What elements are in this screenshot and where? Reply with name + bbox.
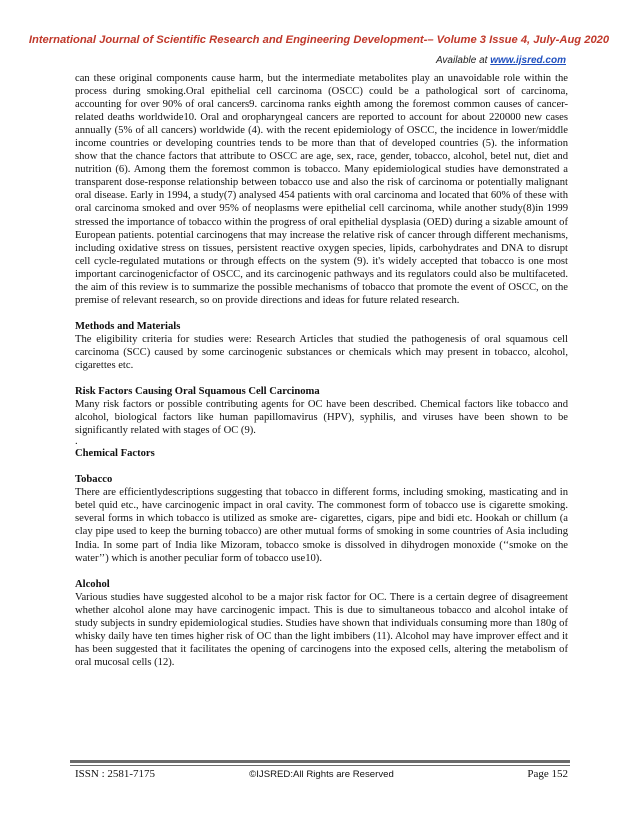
chemical-factors-heading: Chemical Factors: [75, 448, 155, 460]
alcohol-heading: Alcohol: [75, 578, 110, 590]
footer-rule-thin: [70, 765, 570, 766]
availability-line: [436, 55, 566, 66]
journal-website-link[interactable]: www.ijsred.com: [490, 55, 566, 66]
methods-heading: Methods and Materials: [75, 320, 181, 332]
tobacco-paragraph: There are efficientlydescriptions suggesting that tobacco in different forms, including smoking, masticating and in betel quid etc., have carcinogenic impact in oral cavity. The commonest form of tobacco use is cigarette smoking. several forms in which tobacco is utilized as smoke are- cigarettes, cigars, pipe and bidi etc. Hookah or chillum (a clay pipe used to keep the burning tobacco) are other mutual forms of smoking in some countries of Asia including India. In some part of India like Mizoram, tobacco smoke is dissolved in dihydrogen monoxide (‘‘smoke on the water’’) which is another peculiar form of tobacco use10).: [75, 487, 568, 564]
article-body: [75, 72, 568, 669]
tobacco-heading: Tobacco: [75, 474, 113, 486]
risk-factors-heading: Risk Factors Causing Oral Squamous Cell Carcinoma: [75, 386, 320, 398]
stray-dot: .: [75, 436, 78, 448]
alcohol-paragraph: Various studies have suggested alcohol to be a major risk factor for OC. There is a certain degree of disagreement whether alcohol alone may have carcinogenic impact. This is due to simultaneous tobacco and alcohol intake of study subjects in sundry epidemiological studies. Studies have shown that individuals consuming more than 180g of whisky daily have ten times higher risk of OC than the light imbibers (11). Alcohol may have improver effect and it has been suggested that it facilitates the opening of carcinogens into the exposed cells, altering the metabolism of oral mucosal cells (12).: [75, 591, 568, 668]
intro-paragraph: can these original components cause harm, but the intermediate metabolites play an unavoidable role within the process during smoking.Oral epithelial cell carcinoma (OSCC) could be a pathological sort of carcinoma, accounting for over 90% of oral cancers9. carcinoma ranks eighth among the foremost common causes of cancer-related deaths worldwide10. Oral and oropharyngeal cancers are reported to account for about 220000 new cases annually (5% of all cancers) worldwide (4). with the recent epidemiology of OSCC, the incidence in lower/middle income countries or developing countries tends to be more than that of developed countries (5). the information show that the chance factors that attribute to OSCC are age, sex, race, gender, tobacco, alcohol, betel nut, diet and nutrition (6). Among them the foremost common is tobacco. Many epidemiological studies have demonstrated a transparent dose-response relationship between tobacco use and also the risk of carcinoma or potentially malignant oral disease. Early in 1994, a study(7) analysed 454 patients with oral carcinoma and located that 60% of these with oral carcinoma smoked and over 95% of neoplasms were epithelial cell carcinoma, while another study(8)in 1999 stressed the importance of tobacco within the progress of oral epithelial dysplasia (OED) during a sizable amount of European patients. potential carcinogens that may increase the relative risk of cancer through different mechanisms, including oxidative stress on tissues, persistent reactive oxygen species, lipids, carbohydrates and DNA to disrupt cell cycle-regulated mutations or through effects on the system (9). it's widely accepted that tobacco is one most important carcinogenicfactor of OSCC, and its carcinogenic pathways and its regulators could also be multifaceted. the aim of this review is to summarize the possible mechanisms of tobacco that promote the event of OSCC, on the premise of relevant research, so on provide directions and ideas for future related research.: [75, 73, 568, 306]
available-prefix: Available at: [435, 55, 491, 66]
page-number: Page 152: [527, 768, 568, 780]
methods-paragraph: The eligibility criteria for studies were: Research Articles that studied the pathogenesis of oral squamous cell carcinoma (SCC) caused by some carcinogenic substances or chemicals which may present in tobacco, alcohol, cigarettes etc.: [75, 333, 568, 371]
risk-factors-paragraph: Many risk factors or possible contributing agents for OC have been described. Chemical factors like tobacco and alcohol, biological factors like human papillomavirus (HPV), syphilis, and viruses have been shown to be significantly related with stages of OC (9).: [75, 399, 568, 437]
footer-rule-thick: [70, 760, 570, 763]
copyright-notice: ©IJSRED:All Rights are Reserved: [249, 769, 394, 780]
journal-header: International Journal of Scientific Research and Engineering Development-– Volume 3 Issue 4, July-Aug 2020: [28, 34, 610, 46]
issn-label: ISSN : 2581-7175: [75, 768, 156, 780]
